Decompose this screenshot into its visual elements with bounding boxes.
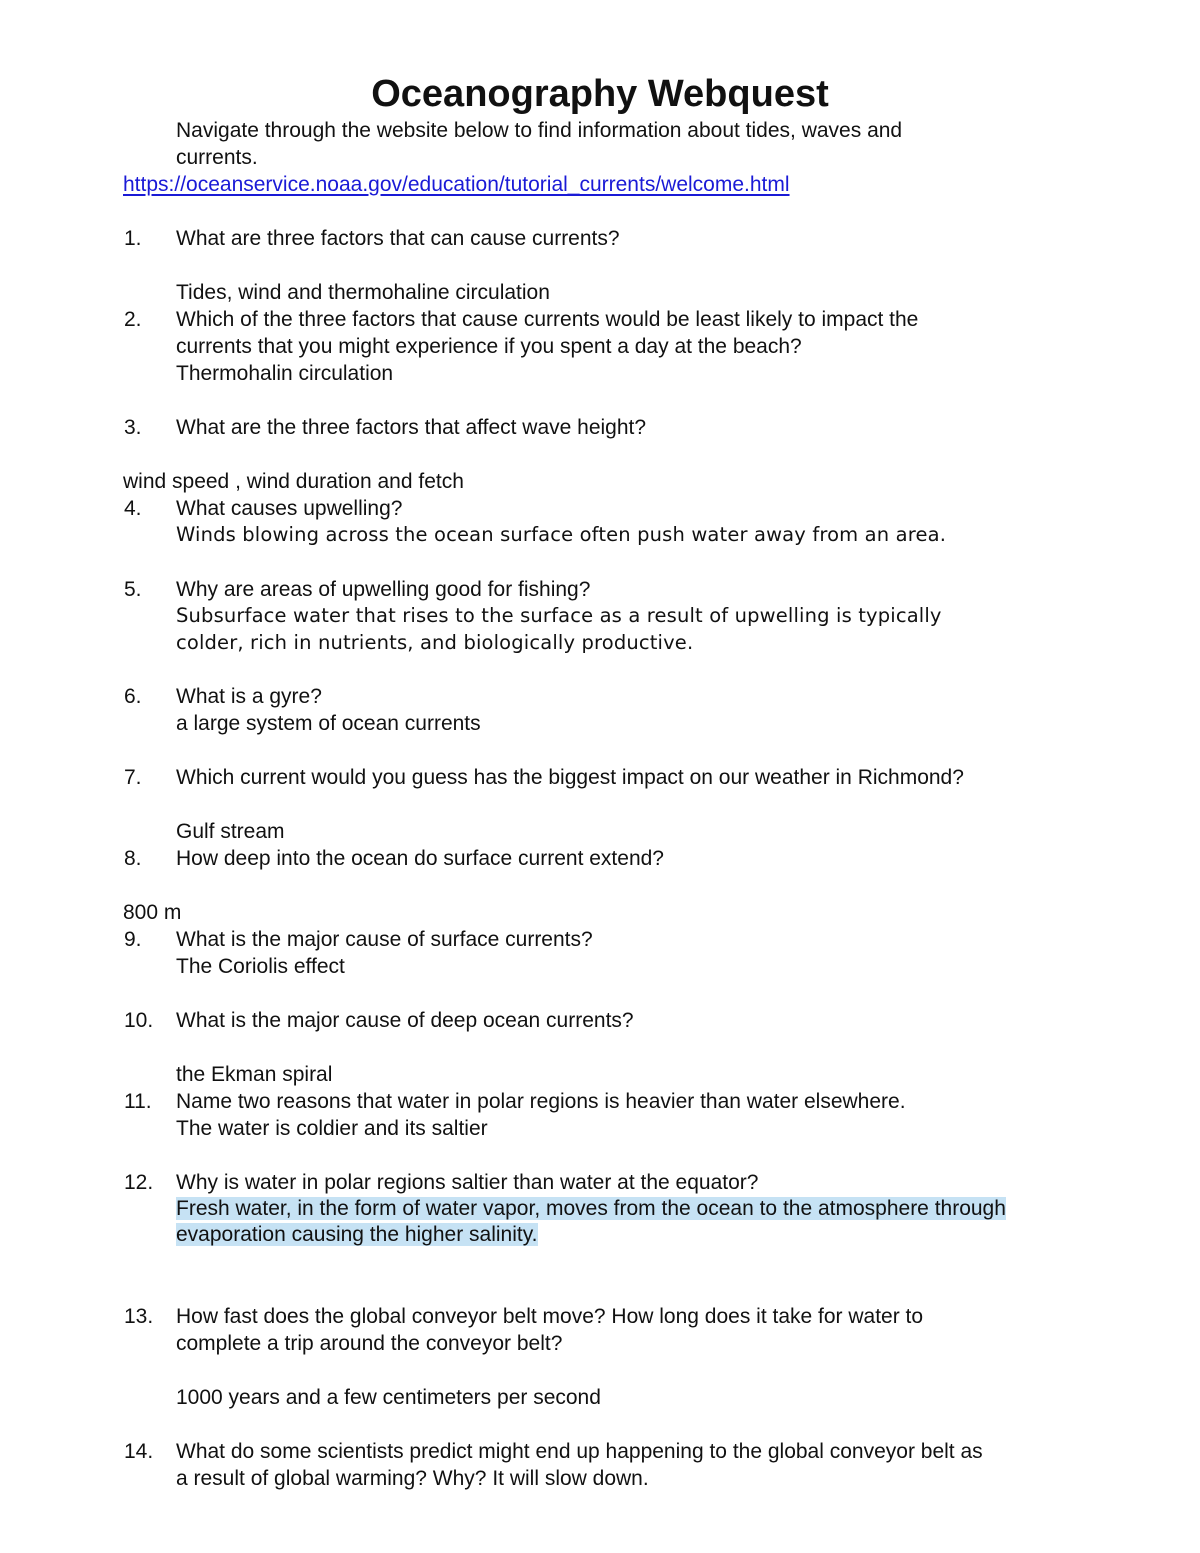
question-3-number: 3. [124, 416, 142, 439]
intro-text-line-1: Navigate through the website below to find information about tides, waves and [176, 119, 903, 142]
question-6-text: What is a gyre? [176, 685, 322, 708]
highlighted-answer-line-1: Fresh water, in the form of water vapor, moves from the ocean to the atmosphere through [176, 1197, 1006, 1220]
answer-5-text-line-1: Subsurface water that rises to the surface as a result of upwelling is typically [176, 604, 942, 627]
answer-7-text: Gulf stream [176, 820, 285, 843]
question-7-text: Which current would you guess has the biggest impact on our weather in Richmond? [176, 766, 964, 789]
question-3-text: What are the three factors that affect wave height? [176, 416, 647, 439]
question-11-number: 11. [124, 1090, 152, 1113]
answer-3-text: wind speed , wind duration and fetch [123, 470, 464, 493]
answer-10-text: the Ekman spiral [176, 1063, 333, 1086]
answer-11-text: The water is coldier and its saltier [176, 1117, 488, 1140]
question-5-text: Why are areas of upwelling good for fishing? [176, 578, 591, 601]
question-10-text: What is the major cause of deep ocean currents? [176, 1009, 634, 1032]
question-1-text: What are three factors that can cause currents? [176, 227, 620, 250]
answer-2-text: Thermohalin circulation [176, 362, 394, 385]
question-5-number: 5. [124, 578, 142, 601]
question-12-text: Why is water in polar regions saltier than water at the equator? [176, 1171, 759, 1194]
question-14-text-line-1: What do some scientists predict might end up happening to the global conveyor belt as [176, 1440, 983, 1463]
answer-13-text: 1000 years and a few centimeters per second [176, 1386, 601, 1409]
question-2-text-line-2: currents that you might experience if you spent a day at the beach? [176, 335, 802, 358]
answer-12-text-line-1 [176, 1196, 1006, 1222]
question-11-text: Name two reasons that water in polar regions is heavier than water elsewhere. [176, 1090, 906, 1113]
question-8-text: How deep into the ocean do surface current extend? [176, 847, 664, 870]
tutorial-link[interactable]: https://oceanservice.noaa.gov/education/tutorial_currents/welcome.html [123, 173, 790, 196]
question-9-text: What is the major cause of surface currents? [176, 928, 593, 951]
question-8-number: 8. [124, 847, 142, 870]
question-7-number: 7. [124, 766, 142, 789]
question-4-text: What causes upwelling? [176, 497, 403, 520]
answer-6-text: a large system of ocean currents [176, 712, 481, 735]
document-title: Oceanography Webquest [371, 73, 829, 115]
answer-4-text: Winds blowing across the ocean surface often push water away from an area. [176, 523, 947, 546]
question-10-number: 10. [124, 1009, 154, 1032]
question-4-number: 4. [124, 497, 142, 520]
question-14-text-line-2: a result of global warming? Why? It will slow down. [176, 1467, 649, 1490]
answer-1-text: Tides, wind and thermohaline circulation [176, 281, 550, 304]
intro-text-line-2: currents. [176, 146, 258, 169]
answer-12-text-line-2 [176, 1222, 538, 1248]
question-13-text-line-2: complete a trip around the conveyor belt? [176, 1332, 563, 1355]
question-1-number: 1. [124, 227, 142, 250]
highlighted-answer-line-2: evaporation causing the higher salinity. [176, 1223, 538, 1246]
question-2-text-line-1: Which of the three factors that cause currents would be least likely to impact the [176, 308, 919, 331]
question-2-number: 2. [124, 308, 142, 331]
question-14-number: 14. [124, 1440, 154, 1463]
question-13-text-line-1: How fast does the global conveyor belt move? How long does it take for water to [176, 1305, 924, 1328]
question-12-number: 12. [124, 1171, 154, 1194]
question-13-number: 13. [124, 1305, 154, 1328]
question-9-number: 9. [124, 928, 142, 951]
answer-8-text: 800 m [123, 901, 182, 924]
question-6-number: 6. [124, 685, 142, 708]
answer-5-text-line-2: colder, rich in nutrients, and biologically productive. [176, 631, 694, 654]
answer-9-text: The Coriolis effect [176, 955, 345, 978]
